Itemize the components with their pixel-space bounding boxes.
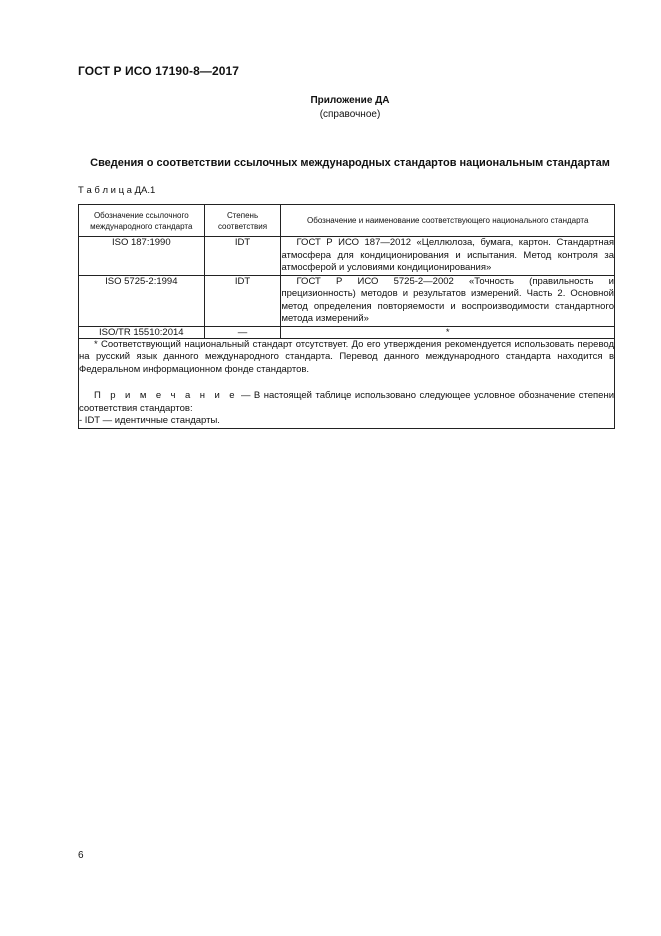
note-label: П р и м е ч а н и е bbox=[94, 390, 238, 401]
cell-degree: — bbox=[204, 326, 281, 338]
header-national-standard: Обозначение и наименование соответствующего национального стандарта bbox=[281, 205, 615, 237]
section-heading: Сведения о соответствии ссылочных международных стандартов национальным стандартам bbox=[90, 157, 610, 169]
cell-national-standard bbox=[281, 275, 615, 326]
cell-intl-standard: ISO/TR 15510:2014 bbox=[79, 326, 205, 338]
table-row bbox=[79, 237, 615, 276]
cell-degree: IDT bbox=[204, 237, 281, 276]
appendix-subtitle: (справочное) bbox=[319, 109, 381, 120]
appendix-title: Приложение ДА bbox=[310, 95, 390, 106]
table-footnote bbox=[79, 339, 614, 377]
cell-intl-standard: ISO 187:1990 bbox=[79, 237, 205, 276]
table-row bbox=[79, 275, 615, 326]
page-number: 6 bbox=[78, 850, 84, 861]
note-item: - IDT — идентичные стандарты. bbox=[79, 415, 220, 426]
table-notes bbox=[79, 338, 615, 428]
cell-national-standard: * bbox=[281, 326, 615, 338]
table-notes-row bbox=[79, 338, 615, 428]
table-note bbox=[79, 390, 614, 415]
cell-national-standard bbox=[281, 237, 615, 276]
standards-table bbox=[78, 204, 615, 429]
document-code: ГОСТ Р ИСО 17190-8—2017 bbox=[78, 64, 240, 78]
note-text: — В настоящей таблице использовано следующее условное обозначение степени соответствия стандартов: bbox=[79, 390, 614, 414]
table-header-row bbox=[79, 205, 615, 237]
footnote-text: * Соответствующий национальный стандарт отсутствует. До его утверждения рекомендуется использовать перевод на русский язык данного международного стандарта. Перевод данного международного стандарта находится в Федеральном информационном фонде стандартов. bbox=[79, 338, 614, 375]
cell-degree: IDT bbox=[204, 275, 281, 326]
header-intl-standard: Обозначение ссылочного международного стандарта bbox=[79, 205, 205, 237]
header-degree: Степень соответствия bbox=[204, 205, 281, 237]
table-label: Т а б л и ц а ДА.1 bbox=[78, 185, 156, 196]
cell-intl-standard: ISO 5725-2:1994 bbox=[79, 275, 205, 326]
cell-national-text: ГОСТ Р ИСО 5725-2—2002 «Точность (правильность и прецизионность) методов и результатов измерений. Часть 2. Основной метод определения повторяемости и воспроизводимости стандартного метода измерений» bbox=[281, 275, 614, 324]
table-row bbox=[79, 326, 615, 338]
cell-national-text: ГОСТ Р ИСО 187—2012 «Целлюлоза, бумага, картон. Стандартная атмосфера для кондиционирования и испытания. Метод контроля за атмосферой и условиями кондиционирования» bbox=[281, 237, 614, 273]
